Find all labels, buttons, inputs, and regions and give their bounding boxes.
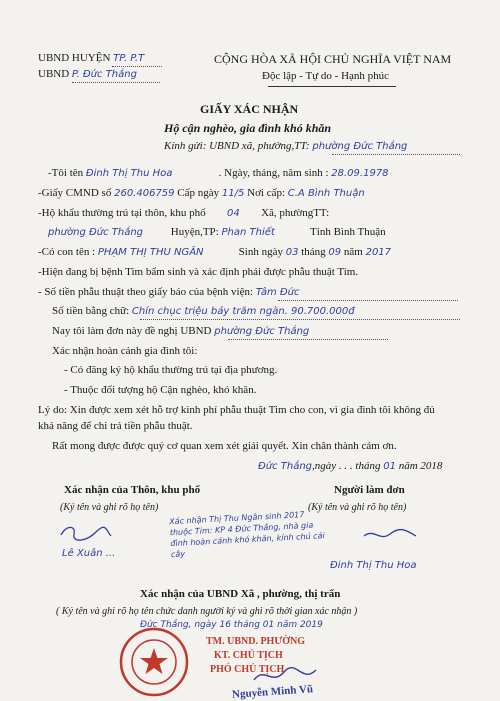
ubnd-confirm-date: Đức Thắng, ngày 16 tháng 01 năm 2019	[140, 620, 323, 630]
handwritten-district: TP. P.T	[113, 53, 145, 64]
header-nation: CỘNG HÒA XÃ HỘI CHỦ NGHĨA VIỆT NAM	[214, 52, 452, 66]
handwritten-ward: P. Đức Thắng	[71, 69, 137, 80]
form-line-hospital: - Số tiền phẫu thuật theo giấy báo của bệnh viện: Tâm Đức	[38, 286, 300, 298]
header-left-line1: UBND HUYỆN TP. P.T	[38, 52, 145, 64]
form-line-ward-city: phường Đức Thắng Huyện,TP: Phan Thiết Tỉnh Bình Thuận	[48, 226, 386, 238]
village-signature-icon	[56, 520, 116, 550]
village-handwritten-confirmation: Xác nhận Thị Thu Ngân sinh 2017 thuộc Tim: KP 4 Đức Thắng, nhà gia đình hoàn cảnh khó khăn, kính chủ cái cây	[169, 510, 325, 560]
form-line-id: -Giấy CMND số 260.406759 Cấp ngày 11/5 Nơi cấp: C.A Bình Thuận	[38, 187, 365, 199]
form-date-line: Đức Thắng,ngày . . . tháng 01 năm 2018	[258, 460, 443, 472]
header-left-line2: UBND P. Đức Thắng	[38, 68, 137, 80]
applicant-note: (Ký tên và ghi rõ họ tên)	[308, 502, 407, 513]
document-subtitle: Hộ cận nghèo, gia đình khó khăn	[164, 121, 332, 135]
ubnd-stamp-line1: TM. UBND. PHƯỜNG	[206, 636, 306, 647]
ubnd-stamp-line3: PHÓ CHỦ TỊCH	[210, 664, 285, 675]
form-line-name: -Tôi tên Đinh Thị Thu Hoa . Ngày, tháng, năm sinh : 28.09.1978	[48, 167, 389, 179]
village-confirm-note: (Ký tên và ghi rõ họ tên)	[60, 502, 159, 513]
form-line-residence: -Hộ khẩu thường trú tại thôn, khu phố 04 Xã, phườngTT:	[38, 207, 330, 219]
form-line-reason2: khả năng để chi trả tiền phẫu thuật.	[38, 420, 193, 432]
official-name: Nguyễn Minh Vũ	[231, 683, 314, 701]
header-motto: Độc lập - Tự do - Hạnh phúc	[262, 70, 390, 82]
form-line-reason: Lý do: Xin được xem xét hỗ trợ kinh phí phẫu thuật Tim cho con, vì gia đình tôi không đủ	[38, 404, 435, 416]
applicant-title: Người làm đơn	[334, 484, 405, 496]
form-line-child: -Có con tên : PHẠM THỊ THU NGÂN Sinh ngày 03 tháng 09 năm 2017	[38, 246, 392, 258]
addressee-line: Kính gửi: UBND xã, phường,TT: phường Đức Thắng	[164, 140, 408, 152]
ubnd-confirm-note: ( Ký tên và ghi rõ họ tên chức danh người ký và ghi rõ thời gian xác nhận )	[56, 606, 358, 617]
form-line-bullet2: - Thuộc đối tượng hộ Cận nghèo, khó khăn.	[64, 384, 257, 396]
form-line-thanks: Rất mong được được quý cơ quan xem xét giải quyết. Xin chân thành cám ơn.	[52, 440, 397, 452]
ubnd-stamp-line2: KT. CHỦ TỊCH	[214, 650, 283, 661]
form-line-request: Nay tôi làm đơn này đề nghị UBND phường Đức Thắng	[52, 325, 310, 337]
village-signer-name: Lê Xuân ...	[62, 548, 116, 559]
applicant-signer-name: Đinh Thị Thu Hoa	[330, 560, 417, 571]
document-title: GIẤY XÁC NHẬN	[200, 102, 299, 116]
handwritten-addressee: phường Đức Thắng	[312, 141, 408, 152]
form-line-diagnosis: -Hiện đang bị bệnh Tim bẩm sinh và xác định phải được phẫu thuật Tim.	[38, 266, 359, 278]
ubnd-confirm-title: Xác nhận của UBND Xã , phường, thị trấn	[140, 588, 341, 600]
form-line-bullet1: - Có đăng ký hộ khẩu thường trú tại địa phương.	[64, 364, 278, 376]
form-line-confirm: Xác nhận hoàn cảnh gia đình tôi:	[52, 345, 198, 357]
form-line-amount: Số tiền bằng chữ: Chín chục triệu bảy trăm ngàn. 90.700.000đ	[52, 305, 355, 317]
official-stamp-icon	[118, 626, 190, 698]
village-confirm-title: Xác nhận của Thôn, khu phố	[64, 484, 201, 496]
applicant-signature-icon	[360, 524, 420, 548]
